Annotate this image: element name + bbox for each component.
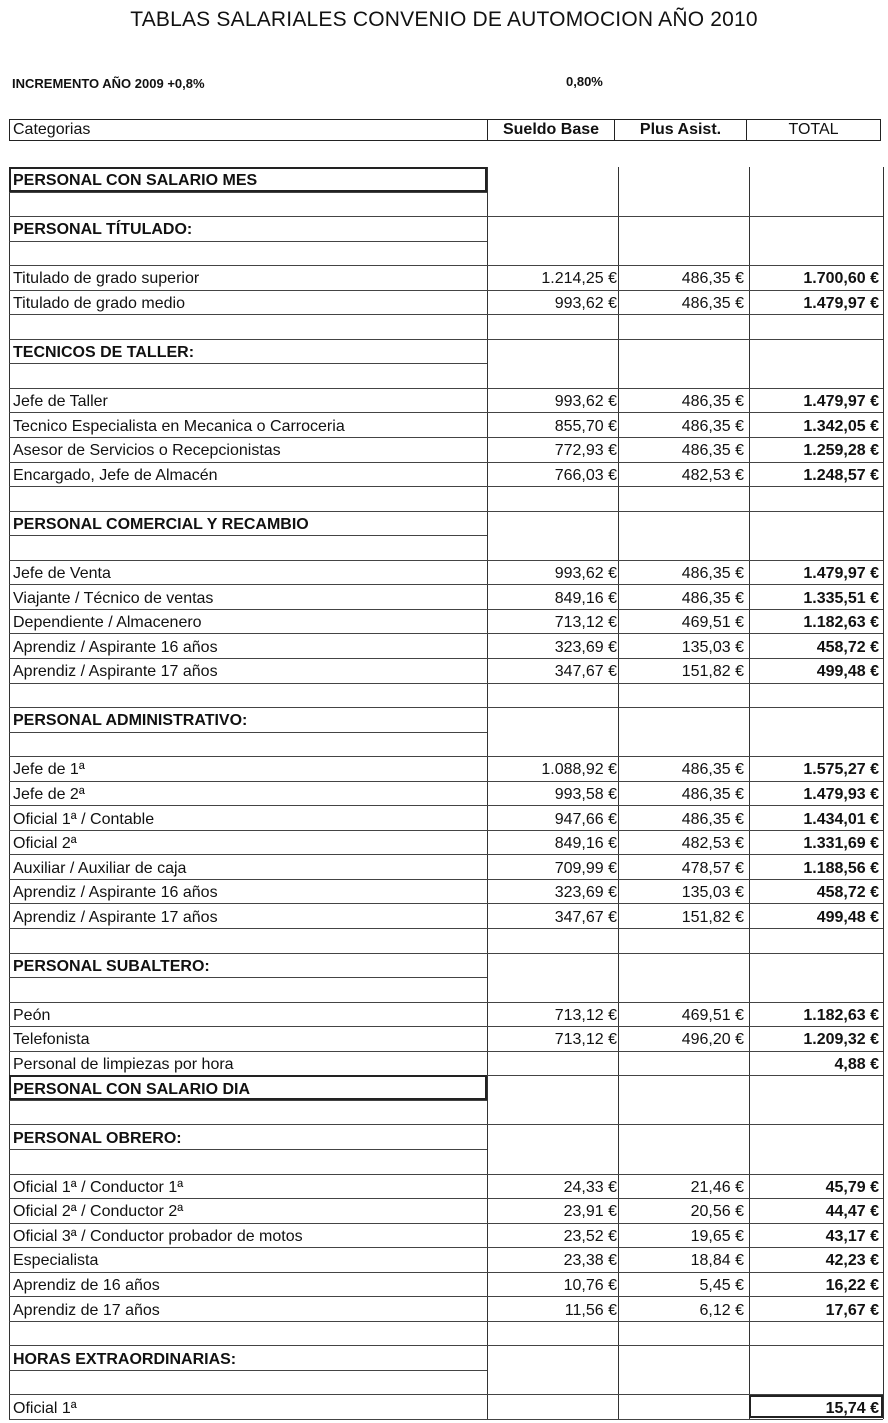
document-title: TABLAS SALARIALES CONVENIO DE AUTOMOCION AÑO 2010 (130, 8, 758, 31)
category-label: Oficial 1ª (13, 1399, 77, 1417)
total-value: 1.259,28 € (803, 442, 879, 460)
total-value: 458,72 € (816, 638, 879, 656)
row-divider (9, 977, 487, 978)
table-header (9, 119, 881, 141)
row-divider (9, 388, 883, 389)
sueldo-base-value: 993,62 € (554, 393, 617, 411)
category-label: Oficial 3ª / Conductor probador de motos (13, 1227, 303, 1245)
row-divider (9, 1370, 487, 1371)
row-divider (9, 805, 883, 806)
section-header: HORAS EXTRAORDINARIAS: (13, 1350, 237, 1368)
sueldo-base-value: 347,67 € (554, 908, 617, 926)
category-label: Aprendiz / Aspirante 16 años (13, 638, 218, 656)
sueldo-base-value: 323,69 € (554, 884, 617, 902)
sueldo-base-value: 23,38 € (563, 1252, 617, 1270)
total-value: 1.479,97 € (803, 565, 879, 583)
total-value: 458,72 € (816, 884, 879, 902)
plus-asist-value: 482,53 € (681, 835, 744, 853)
sueldo-base-value: 713,12 € (554, 1031, 617, 1049)
sueldo-base-value: 947,66 € (554, 810, 617, 828)
category-label: Aprendiz de 17 años (13, 1301, 160, 1319)
total-value: 1.342,05 € (803, 417, 879, 435)
row-divider (9, 1321, 883, 1322)
row-divider (9, 1124, 883, 1125)
row-divider (9, 1100, 487, 1101)
row-divider (9, 1174, 883, 1175)
total-value: 1.209,32 € (803, 1031, 879, 1049)
section-header: PERSONAL TÍTULADO: (13, 221, 193, 239)
category-label: Oficial 2ª / Conductor 2ª (13, 1203, 184, 1221)
section-header-boxed: PERSONAL CON SALARIO DIA (13, 1080, 251, 1098)
total-value: 499,48 € (816, 663, 879, 681)
category-label: Aprendiz / Aspirante 17 años (13, 908, 218, 926)
category-label: Viajante / Técnico de ventas (13, 589, 214, 607)
total-value: 1.182,63 € (803, 1006, 879, 1024)
total-value: 1.434,01 € (803, 810, 879, 828)
sueldo-base-value: 1.088,92 € (541, 761, 617, 779)
sueldo-base-value: 849,16 € (554, 835, 617, 853)
total-value: 44,47 € (825, 1203, 879, 1221)
plus-asist-value: 486,35 € (681, 565, 744, 583)
category-label: Aprendiz / Aspirante 16 años (13, 884, 218, 902)
plus-asist-value: 478,57 € (681, 859, 744, 877)
total-value: 1.479,97 € (803, 295, 879, 313)
category-label: Oficial 1ª / Conductor 1ª (13, 1178, 184, 1196)
category-label: Aprendiz de 16 años (13, 1276, 160, 1294)
row-divider (9, 854, 883, 855)
sueldo-base-value: 993,58 € (554, 786, 617, 803)
header-categorias: Categorias (13, 121, 91, 138)
category-label: Titulado de grado medio (13, 295, 185, 313)
sueldo-base-value: 24,33 € (563, 1178, 617, 1196)
category-label: Tecnico Especialista en Mecanica o Carroceria (13, 417, 345, 435)
sueldo-base-value: 323,69 € (554, 638, 617, 656)
plus-asist-value: 469,51 € (681, 614, 744, 632)
plus-asist-value: 19,65 € (690, 1227, 744, 1245)
row-divider (9, 241, 487, 242)
category-label: Oficial 1ª / Contable (13, 810, 155, 828)
plus-asist-value: 135,03 € (681, 884, 744, 902)
category-label: Jefe de 1ª (13, 761, 85, 779)
sueldo-base-value: 713,12 € (554, 1006, 617, 1024)
plus-asist-value: 151,82 € (681, 908, 744, 926)
total-value: 42,23 € (825, 1252, 879, 1270)
sueldo-base-value: 766,03 € (554, 466, 617, 484)
plus-asist-value: 486,35 € (681, 761, 744, 779)
plus-asist-value: 151,82 € (681, 663, 744, 681)
plus-asist-value: 21,46 € (690, 1178, 744, 1196)
row-divider (9, 732, 487, 733)
section-header-boxed: PERSONAL CON SALARIO MES (13, 172, 258, 190)
row-divider (9, 265, 883, 266)
category-label: Dependiente / Almacenero (13, 614, 202, 632)
category-label: Titulado de grado superior (13, 270, 200, 288)
row-divider (9, 1223, 883, 1224)
total-value: 1.575,27 € (803, 761, 879, 779)
category-label: Telefonista (13, 1031, 90, 1049)
row-divider (9, 1051, 883, 1052)
row-divider (9, 633, 883, 634)
sueldo-base-value: 772,93 € (554, 442, 617, 460)
plus-asist-value: 135,03 € (681, 638, 744, 656)
row-divider (9, 903, 883, 904)
sueldo-base-value: 347,67 € (554, 663, 617, 681)
increment-value: 0,80% (566, 74, 603, 89)
category-label: Asesor de Servicios o Recepcionistas (13, 442, 281, 460)
plus-asist-value: 496,20 € (681, 1031, 744, 1049)
sueldo-base-value: 849,16 € (554, 589, 617, 607)
category-label: Personal de limpiezas por hora (13, 1056, 234, 1074)
plus-asist-value: 18,84 € (690, 1252, 744, 1270)
row-divider (9, 560, 883, 561)
sueldo-base-value: 855,70 € (554, 417, 617, 435)
row-divider (9, 290, 883, 291)
category-label: Jefe de 2ª (13, 786, 85, 803)
sueldo-base-value: 23,52 € (563, 1227, 617, 1245)
increment-label: INCREMENTO AÑO 2009 +0,8% (12, 76, 205, 91)
total-value: 17,67 € (825, 1301, 879, 1319)
row-divider (9, 658, 883, 659)
plus-asist-value: 486,35 € (681, 393, 744, 411)
row-divider (9, 486, 883, 487)
total-value: 15,74 € (825, 1399, 879, 1417)
row-divider (9, 412, 883, 413)
row-divider (9, 928, 883, 929)
plus-asist-value: 6,12 € (699, 1301, 744, 1319)
section-box (9, 1075, 487, 1100)
row-divider (9, 1345, 883, 1346)
section-header: TECNICOS DE TALLER: (13, 344, 195, 362)
section-header: PERSONAL SUBALTERO: (13, 957, 210, 975)
salary-table (9, 167, 883, 1419)
plus-asist-value: 486,35 € (681, 589, 744, 607)
category-label: Aprendiz / Aspirante 17 años (13, 663, 218, 681)
category-label: Peón (13, 1006, 51, 1024)
row-divider (9, 953, 883, 954)
plus-asist-value: 482,53 € (681, 466, 744, 484)
plus-asist-value: 486,35 € (681, 786, 744, 803)
row-divider (9, 756, 883, 757)
row-divider (9, 683, 883, 684)
total-value: 1.479,93 € (803, 786, 879, 803)
plus-asist-value: 469,51 € (681, 1006, 744, 1024)
header-sueldo-base: Sueldo Base (487, 120, 614, 140)
row-divider (9, 462, 883, 463)
row-divider (9, 511, 883, 512)
total-value: 43,17 € (825, 1227, 879, 1245)
plus-asist-value: 486,35 € (681, 810, 744, 828)
row-divider (9, 879, 883, 880)
row-divider (9, 830, 883, 831)
category-label: Auxiliar / Auxiliar de caja (13, 859, 187, 877)
total-value: 4,88 € (834, 1056, 879, 1074)
total-value: 1.182,63 € (803, 614, 879, 632)
sueldo-base-value: 1.214,25 € (541, 270, 617, 288)
total-value: 1.479,97 € (803, 393, 879, 411)
sueldo-base-value: 709,99 € (554, 859, 617, 877)
section-header: PERSONAL COMERCIAL Y RECAMBIO (13, 515, 309, 533)
plus-asist-value: 486,35 € (681, 442, 744, 460)
total-value: 1.188,56 € (803, 859, 879, 877)
row-divider (9, 1002, 883, 1003)
total-value: 45,79 € (825, 1178, 879, 1196)
total-value: 16,22 € (825, 1276, 879, 1294)
category-label: Encargado, Jefe de Almacén (13, 466, 218, 484)
row-divider (9, 437, 883, 438)
row-divider (9, 1149, 487, 1150)
sueldo-base-value: 713,12 € (554, 614, 617, 632)
row-divider (9, 363, 487, 364)
total-value: 1.335,51 € (803, 589, 879, 607)
sueldo-base-value: 11,56 € (564, 1301, 617, 1319)
row-divider (9, 1419, 883, 1420)
row-divider (9, 584, 883, 585)
section-box (9, 167, 487, 192)
total-value: 1.248,57 € (803, 466, 879, 484)
row-divider (9, 192, 487, 193)
header-total: TOTAL (746, 120, 880, 140)
column-divider (9, 167, 10, 1419)
total-value: 1.700,60 € (803, 270, 879, 288)
total-box (749, 1395, 883, 1418)
category-label: Especialista (13, 1252, 99, 1270)
category-label: Jefe de Taller (13, 393, 108, 411)
column-divider (883, 167, 884, 1419)
sueldo-base-value: 23,91 € (563, 1203, 617, 1221)
plus-asist-value: 486,35 € (681, 270, 744, 288)
row-divider (9, 216, 883, 217)
row-divider (9, 707, 883, 708)
row-divider (9, 1272, 883, 1273)
row-divider (9, 1026, 883, 1027)
row-divider (9, 314, 883, 315)
row-divider (9, 781, 883, 782)
total-value: 499,48 € (816, 908, 879, 926)
header-plus-asist: Plus Asist. (614, 120, 746, 140)
category-label: Jefe de Venta (13, 565, 111, 583)
row-divider (9, 339, 883, 340)
sueldo-base-value: 993,62 € (554, 295, 617, 313)
plus-asist-value: 486,35 € (681, 417, 744, 435)
total-value: 1.331,69 € (803, 835, 879, 853)
category-label: Oficial 2ª (13, 835, 77, 853)
plus-asist-value: 20,56 € (690, 1203, 744, 1221)
row-divider (9, 609, 883, 610)
row-divider (9, 1247, 883, 1248)
row-divider (9, 535, 487, 536)
plus-asist-value: 486,35 € (681, 295, 744, 313)
row-divider (9, 1296, 883, 1297)
section-header: PERSONAL OBRERO: (13, 1129, 182, 1147)
plus-asist-value: 5,45 € (699, 1276, 744, 1294)
row-divider (9, 1198, 883, 1199)
sueldo-base-value: 993,62 € (554, 565, 617, 583)
sueldo-base-value: 10,76 € (563, 1276, 617, 1294)
section-header: PERSONAL ADMINISTRATIVO: (13, 712, 248, 730)
